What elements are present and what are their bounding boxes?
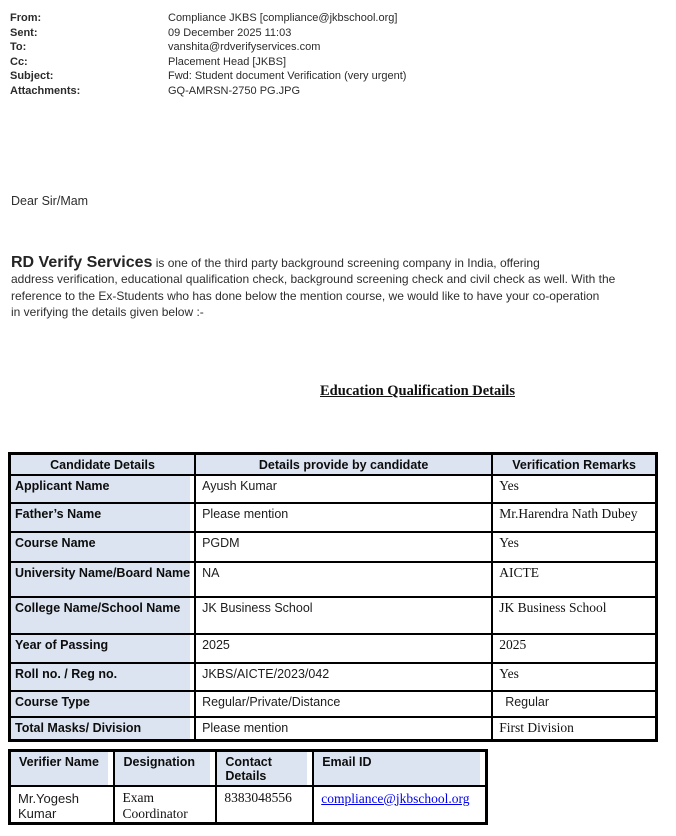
- to-value: vanshita@rdverifyservices.com: [168, 41, 321, 54]
- total-marks-division-remark: First Division: [492, 717, 656, 740]
- course-type-remark: Regular: [492, 691, 656, 717]
- row-total-marks-division: [10, 717, 657, 740]
- email-header: [10, 11, 406, 99]
- verifier-email-link[interactable]: compliance@jkbschool.org: [321, 790, 470, 806]
- total-marks-division-label: Total Masks/ Division: [10, 717, 196, 740]
- from-value: Compliance JKBS [compliance@jkbschool.org]: [168, 12, 398, 24]
- verifier-email-cell: [313, 786, 486, 824]
- header-candidate-details: Candidate Details: [10, 454, 196, 476]
- row-university-name: [10, 562, 657, 597]
- attachments-value: GQ-AMRSN-2750 PG.JPG: [168, 84, 301, 97]
- from-label: From:: [10, 12, 42, 24]
- email-header-row-subject: [10, 69, 406, 84]
- applicant-name-value: Ayush Kumar: [195, 475, 492, 503]
- course-name-remark: Yes: [492, 532, 656, 562]
- email-header-row-cc: [10, 55, 406, 70]
- row-college-name: [10, 597, 657, 634]
- cc-value: Placement Head [JKBS]: [168, 55, 287, 68]
- row-course-type: [10, 691, 657, 717]
- qualification-table: [8, 452, 658, 742]
- qualification-table-header-row: [10, 454, 657, 476]
- row-year-of-passing: [10, 634, 657, 663]
- subject-value: Fwd: Student document Verification (very urgent): [168, 70, 407, 83]
- applicant-name-label: Applicant Name: [10, 475, 196, 503]
- university-name-value: NA: [195, 562, 492, 597]
- intro-line-1: [11, 255, 671, 271]
- header-email-id: Email ID: [313, 751, 486, 786]
- roll-no-label: Roll no. / Reg no.: [10, 663, 196, 691]
- course-type-label: Course Type: [10, 691, 196, 717]
- subject-label: Subject:: [10, 70, 54, 83]
- university-name-label: University Name/Board Name: [10, 562, 196, 597]
- fathers-name-value: Please mention: [195, 503, 492, 532]
- cc-label: Cc:: [10, 55, 28, 68]
- course-name-value: PGDM: [195, 532, 492, 562]
- roll-no-remark: Yes: [492, 663, 656, 691]
- course-name-label: Course Name: [10, 532, 196, 562]
- email-header-row-attachments: [10, 84, 406, 99]
- header-verifier-name: Verifier Name: [10, 751, 115, 786]
- header-details-provided: Details provide by candidate: [195, 454, 492, 476]
- year-of-passing-label: Year of Passing: [10, 634, 196, 663]
- verifier-table: [8, 749, 488, 825]
- header-verification-remarks: Verification Remarks: [492, 454, 656, 476]
- applicant-name-remark: Yes: [492, 475, 656, 503]
- email-header-row-from: [10, 11, 406, 26]
- verifier-row: [10, 786, 487, 824]
- email-header-row-to: [10, 40, 406, 55]
- college-name-value: JK Business School: [195, 597, 492, 634]
- intro-line-4: in verifying the details given below :-: [11, 304, 204, 319]
- fathers-name-remark: Mr.Harendra Nath Dubey: [492, 503, 656, 532]
- row-fathers-name: [10, 503, 657, 532]
- row-roll-no: [10, 663, 657, 691]
- sent-label: Sent:: [10, 26, 38, 39]
- attachments-label: Attachments:: [10, 84, 81, 97]
- total-marks-division-value: Please mention: [195, 717, 492, 740]
- fathers-name-label: Father’s Name: [10, 503, 196, 532]
- email-header-row-sent: [10, 26, 406, 41]
- to-label: To:: [10, 41, 27, 54]
- intro-line-2: address verification, educational qualification check, background screening check and civil check as well. With the: [11, 272, 616, 287]
- rd-verify-services-lead: RD Verify Services: [11, 254, 153, 271]
- verifier-table-header-row: [10, 751, 487, 786]
- row-course-name: [10, 532, 657, 562]
- roll-no-value: JKBS/AICTE/2023/042: [195, 663, 492, 691]
- university-name-remark: AICTE: [492, 562, 656, 597]
- college-name-label: College Name/School Name: [10, 597, 196, 634]
- year-of-passing-remark: 2025: [492, 634, 656, 663]
- year-of-passing-value: 2025: [195, 634, 492, 663]
- college-name-remark: JK Business School: [492, 597, 656, 634]
- header-designation: Designation: [114, 751, 216, 786]
- sent-value: 09 December 2025 11:03: [168, 26, 292, 39]
- salutation: Dear Sir/Mam: [11, 194, 89, 208]
- intro-paragraph: [11, 255, 671, 320]
- verifier-contact-value: 8383048556: [216, 786, 313, 824]
- row-applicant-name: [10, 475, 657, 503]
- header-contact-details: Contact Details: [216, 751, 313, 786]
- intro-line-1-text: is one of the third party background screening company in India, offering: [152, 256, 540, 270]
- course-type-value: Regular/Private/Distance: [195, 691, 492, 717]
- intro-line-3: reference to the Ex-Students who has done below the mention course, we would like to have your co-operation: [11, 288, 600, 303]
- verifier-designation-value: Exam Coordinator: [114, 786, 216, 824]
- section-heading: Education Qualification Details: [320, 383, 515, 399]
- verifier-name-value: Mr.Yogesh Kumar: [10, 786, 115, 824]
